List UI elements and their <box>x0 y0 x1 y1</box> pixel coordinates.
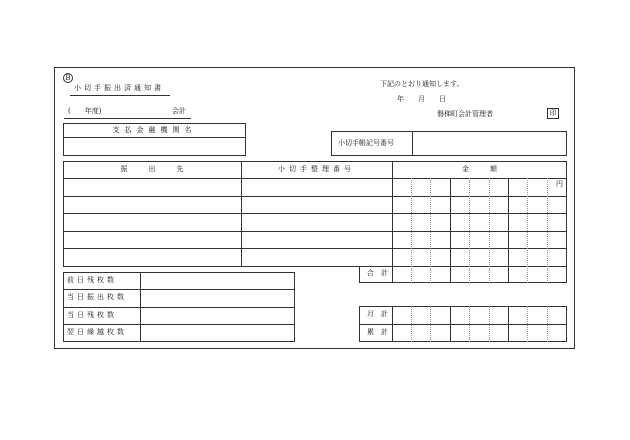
yen-unit: 円 <box>556 180 563 188</box>
digit-sep-major <box>508 266 509 283</box>
form-title: 小切手振出済通知書 <box>74 84 164 92</box>
date-field[interactable]: 年 月 日 <box>397 95 446 103</box>
fiscal-year-underline <box>64 118 191 119</box>
digit-sep <box>430 306 431 342</box>
digit-sep <box>547 178 548 267</box>
digit-sep <box>411 306 412 342</box>
notice-text: 下記のとおり通知します。 <box>380 80 464 88</box>
digit-sep <box>430 266 431 283</box>
digit-sep <box>527 266 528 283</box>
form-mark: B <box>63 73 73 83</box>
monthly-label: 月 計 <box>367 310 388 318</box>
header-line <box>63 178 567 179</box>
digit-sep <box>469 306 470 342</box>
title-underline <box>70 95 170 96</box>
digit-sep-major <box>450 178 451 267</box>
control-header: 小切手整理番号 <box>278 165 355 173</box>
count-label-issued: 当日振出枚数 <box>67 293 127 301</box>
digit-sep <box>430 178 431 267</box>
digit-sep-major <box>450 266 451 283</box>
row-line-2 <box>63 213 567 214</box>
total-row <box>359 266 567 283</box>
amount-divider <box>392 161 393 267</box>
counts-line-1 <box>63 289 295 290</box>
row-line-4 <box>63 248 567 249</box>
digit-sep <box>469 266 470 283</box>
check-number-label: 小切手帳記号番号 <box>338 139 394 147</box>
amount-header: 金 額 <box>462 165 497 173</box>
digit-sep <box>489 178 490 267</box>
check-number-input[interactable] <box>413 132 566 155</box>
payee-divider <box>241 161 242 267</box>
count-label-remaining: 当日残枚数 <box>67 311 117 319</box>
bank-input[interactable] <box>64 138 245 155</box>
seal-box: 印 <box>547 108 559 119</box>
digit-sep-major <box>450 306 451 342</box>
counts-line-2 <box>63 307 295 308</box>
digit-sep-major <box>508 306 509 342</box>
digit-sep <box>469 178 470 267</box>
account-label: 会計 <box>172 107 186 115</box>
total-label: 合 計 <box>367 269 388 277</box>
counts-line-3 <box>63 324 295 325</box>
summary-divider <box>392 306 393 342</box>
digit-sep <box>527 306 528 342</box>
digit-sep <box>527 178 528 267</box>
row-line-1 <box>63 196 567 197</box>
payee-header: 振 出 先 <box>120 165 184 173</box>
count-label-carryover: 翌日繰越枚数 <box>67 328 127 336</box>
row-line-3 <box>63 231 567 232</box>
official-title: 磐梯町会計管理者 <box>437 110 493 118</box>
bank-label: 支払金融機関名 <box>112 126 197 134</box>
cumulative-label: 累 計 <box>367 328 388 336</box>
fiscal-year: ( 年度) <box>68 107 102 115</box>
count-label-prev: 前日残枚数 <box>67 276 117 284</box>
digit-sep <box>547 306 548 342</box>
total-divider <box>392 266 393 283</box>
digit-sep <box>411 266 412 283</box>
digit-sep <box>547 266 548 283</box>
digit-sep <box>489 266 490 283</box>
digit-sep <box>489 306 490 342</box>
summary-line <box>359 324 567 325</box>
main-table <box>63 161 567 267</box>
digit-sep-major <box>508 178 509 267</box>
digit-sep <box>411 178 412 267</box>
